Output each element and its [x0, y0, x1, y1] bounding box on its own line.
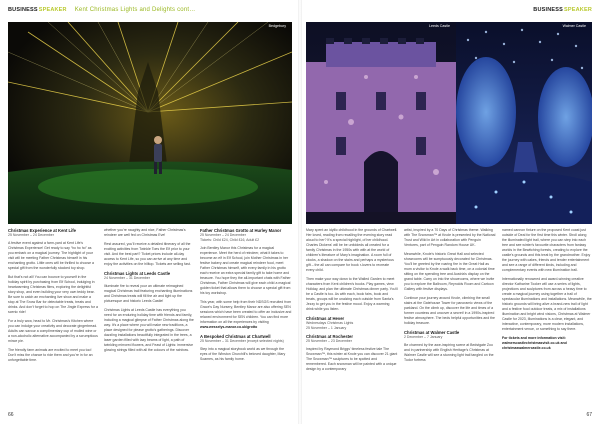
article-dates: 25 November – 24 December	[200, 233, 246, 237]
body-paragraph: Mary spent an idyllic childhood in the grounds of Chartwell. Her loved, reading from recalling the evening story read aloud to her? It's a special highlight, of her childhood. Charles Dickens' will be be unfoldeds all created for a family Christmas in the 1950s with with at the world of children's literature of Mary's imagination. A room full of clocks, a shadow on the stairs and perhaps a mysterious gift – the all can compare for book r-lovers to recreate every child.	[306, 228, 398, 272]
article-heading: Christmas at Hever	[306, 316, 345, 321]
article-heading: Christmas at Rochester	[306, 334, 354, 339]
article-heading: Christmas Lights at Leeds Castle	[104, 271, 171, 276]
spine-gutter	[298, 0, 302, 424]
body-paragraph: Continue your journey around Knole, climbing the small stairs at the Gatehouse Tower for panoramic views of the parkland. On the climb up, discover the life and times of a former countess and uncover a secret! in a 1990s-inspired festive atmosphere. The beds helpful opportunities and the holiday treasure.	[404, 296, 495, 325]
brand-sub: SPEAKER	[564, 7, 592, 13]
leeds-castle-illustration	[306, 22, 456, 224]
section-kicker: Kent Christmas Lights and Delights cont…	[74, 7, 196, 13]
bedgebury-photo	[8, 22, 292, 224]
body-paragraph	[200, 300, 292, 330]
brand-name: BUSINESS	[533, 7, 563, 13]
body-paragraph: artist, inspired by a 70 Days of Christmas theme. Walking with The Snowman™ at Knole is presented by the National Trust and Wild in Art in collaboration with Penguin Ventures, part of Penguin Random House UK.	[404, 228, 496, 247]
leeds-castle-photo	[306, 22, 456, 224]
brand-sub: SPEAKER	[38, 7, 67, 13]
left-column-2	[104, 228, 194, 357]
left-running-header	[8, 0, 292, 20]
body-paragraph: Illuminate fire to reveal your an ultimate reimagined magical Christmas trail featuring enchanting illuminations and Christmas treats will fill the air and light up the picturesque and historic Leeds Castle!	[104, 284, 193, 303]
body-paragraph: Rest assured, you'll receive a detailed itinerary of all the exciting activities from Twinkle Toes the Elf prior to your visit. And the best part? Ticket prices include all-day access to Kent Life, so you can arrive at any time and enjoy the activities on the hilltop. Tickets are selling fast.	[104, 242, 191, 266]
ticket-prices: Tickets: Child £24, Child £16, Adult £2	[200, 238, 260, 242]
body-paragraph: Step into a magical storybook world as we through the eyes of the Winston Churchill's beloved daughter, Mary Soames, as his family home.	[200, 347, 286, 361]
tickets-info[interactable]: For tickets and more information visit: walmerscastlechristmasvisit.co.uk and christmaswalmercastle.co.uk	[502, 336, 567, 350]
photo-caption: Walmer Castle	[562, 24, 586, 28]
article-dates: 25 November – 1 January	[306, 326, 347, 330]
article-dates: 2 December – 7 January	[404, 335, 443, 339]
body-paragraph: But that's not all! You can bounce to yourself in the holiday spirit by purchasing from Elf School, indulging in heartwarming Christmas films, exploring the delightful story shop, and even building your very own teddy bear. Be sure to catch an enchanting live show and make a stop at The Snow Bar for delectable treats, treats and drinks. And don't forget to hop on The Jingle Express for a scenic ride!	[8, 275, 98, 314]
page-number-right: 67	[586, 412, 592, 418]
brand-name: BUSINESS	[8, 7, 38, 13]
right-running-header	[306, 0, 592, 20]
body-text: This year, with some help from their NDSGS recruited from Grace's Day Nursery, Bentley Manor are also offering SEN sessions which have been created to offer an inclusive and relaxed environment for SEN children. You can find more information on all the experiences by visiting	[200, 300, 292, 324]
bedgebury-illustration	[8, 22, 292, 224]
article-heading: Father Christmas Grotto at Hurley Manor	[200, 228, 282, 233]
article-dates: 25 November – 23 December	[306, 339, 352, 343]
walmer-castle-photo	[456, 22, 592, 224]
body-paragraph: named cannon fixture on the proposed Kent coast just outside of Deal for the first time this winter. Stroll along the illuminated light trail, where you can step into each tree and see winter's favourite characters from fantasy worlds in the Bewitching forests, creating to explore the castle's grounds and this treat by the grandmother. Enjoy the journey with cakes, friends and tender entertainment and see a range of different kinds, including and complementary events with new illumination trail.	[502, 228, 591, 272]
body-paragraph: whether you're naughty and nice, Father Christmas's reindeer are well fed on Christmas Eve!	[104, 228, 186, 237]
article-heading: A Bespoked Christmas at Chartwell	[200, 334, 271, 339]
right-column-2	[404, 228, 496, 367]
article-heading: Christmas Experience at Kent Life	[8, 228, 76, 233]
right-column-1	[306, 228, 398, 376]
article-dates: 24 November – 31 December	[104, 276, 150, 280]
body-paragraph: Christmas Lights at Leeds Castle has everything you need for an enduring holiday time with friends and family, including a magical glimpse of Father Christmas along the way. It's a place where you will make new traditions, a place designed for please grotto's gatherings. Discover dazzling installations beautifully integrated in the trees, a laser garden filled with lazy beams of light, a path of twinkling mirrored flowers, and Feast of Lights: immersive glowing strings filled with all the colours of the rainbow.	[104, 308, 194, 352]
body-paragraph: Be charmed by the awe-inspiring scene at Bedstgate Zoo and in partnership with English Heritage's Christmas at Walmer Castle will see a stunning light trail tangled on the Tudor fortress	[404, 343, 494, 362]
article-dates: 25 November – 24 December	[8, 233, 54, 237]
photo-caption: Leeds Castle	[429, 24, 450, 28]
body-paragraph: Meanwhile, Knole's historic Great Hall and selected showrooms will be sumptuously decorated for Christmas. You'll be greeted by the roaring fire in the Great Hall as mum a visitor to Knole a walk back time, on a colonial time sitting on the spending tree and Austria's display on the grand table. Carry on into the showrooms, where we invite you to explore the Ballroom, Reynolds Room and Cartoon Gallery with festive displays.	[404, 252, 495, 291]
body-paragraph: Join Bentley Manor this Christmas for a magical experience. Meet the herd of reindeer, what it takes to become an elf in Elf School, join Mother Christmas in her festive bakery and create magical reindeer food, meet Father Christmas himself, with every family in his grotto each receive an extra special family gift to take home and treasure. You hope they the all-important chats with Father Christmas, Father Christmas will give each child a magical golden ticket that allows them to choose a special gift from his toy workshop.	[200, 246, 291, 295]
left-column-1	[8, 228, 98, 367]
walmer-castle-illustration	[456, 22, 592, 224]
body-paragraph: Inspired by Raymond Briggs' timeless festive tale The Snowman™, this winter at Knole you can discover 21 giant The Snowman™ sculptures to be spotted and remembered. Each snowman will be painted with a unique design by a contemporary	[306, 347, 398, 371]
page-number-left: 66	[8, 412, 14, 418]
left-column-3	[200, 228, 292, 366]
body-paragraph: Then make your way down to the Walled Garden to meet characters from Kent children's books. Play games, view Holiday, and plan the ultimate Christmas dinner party. You'll be a Castle is too. As with each, book fairs, book and treats, groups will be unalzing each outside from Santa's Jezzy to get you in the festive mood. Enjoy a warming drink while you listen.	[306, 277, 398, 311]
body-paragraph: Internationally renowned and award-winning creative director Katharine Tooker will use a series of lights, projections and sculptures from across a heavy time to create a magical journey using together a trail of spectacular illuminations and installations. Meanwhile, the historic grounds will bring alive a brand-new trail of light and a festive food outdoor treats, a mix of installations illumination and bright wind visions, Christmas at Walmer Castle for 2023, Illuminations is a clear, elegant, and interactive, contemporary, more modern installations, entertainment venue, or something to say there.	[502, 277, 592, 331]
photo-caption: Bedgebury	[268, 24, 286, 28]
article-dates: 25 November – 31 December (except selected nights)	[200, 339, 284, 343]
body-paragraph: The friendly farm animals are excited to meet you too! Don't miss the chance to ride them and you're in for an unforgettable time.	[8, 348, 93, 362]
body-paragraph: For a truly wow, head to Mr. Christmas's Kitchen where you can indulge your creativity and decorate gingerbread. Adults can savour a complimentary cup of mulled wine or a non-alcoholic alternative accompanied by a scrumptious mince pie.	[8, 319, 98, 343]
right-column-3	[502, 228, 592, 355]
body-paragraph: A festive event against a farm-yard at Kent Life's Christmas Experience! Get ready to say “ho ho ho” as you embark on a magical journey. The highlight of your visit will be meeting Father Christmas himself in his enchanting grotto. Little ones will be thrilled to choose a special gift from the wonderfully stocked toy shop.	[8, 241, 94, 270]
website-link[interactable]: www.wesselys-manor.co.uk/grotto	[200, 325, 258, 329]
article-dates: Wednesdays Christmas Lights	[306, 321, 354, 325]
article-heading: Christmas at Walmer Castle	[404, 330, 460, 335]
